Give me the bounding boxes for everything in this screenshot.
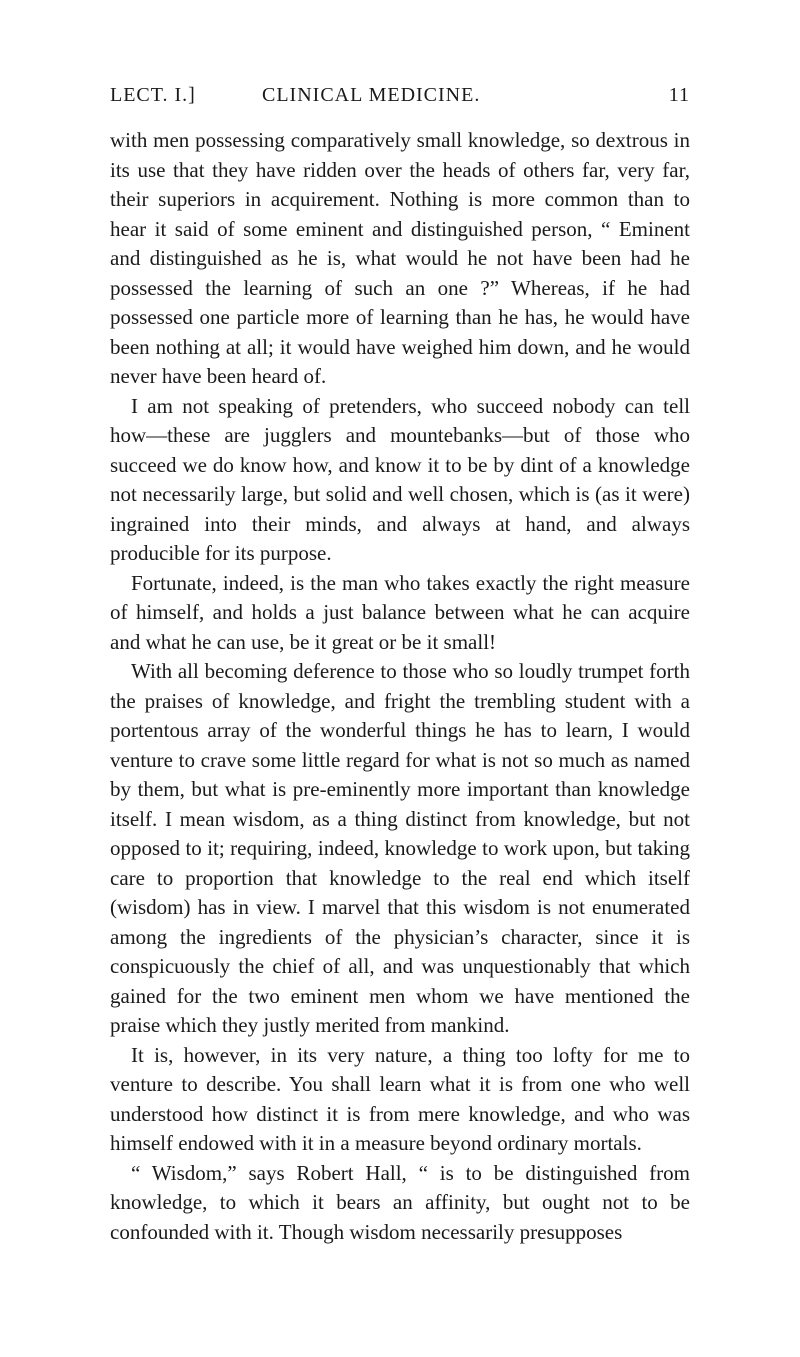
running-head xyxy=(110,84,690,124)
paragraph-wisdom: With all becoming deference to those who so loudly trumpet forth the praises of knowledge, and fright the trembling student with a portentous array of the wonderful things he has to learn, I would venture to crave some little regard for what is not so much as named by them, but what is pre-eminently more important than knowledge itself. I mean wisdom, as a thing distinct from knowledge, but not opposed to it; requiring, indeed, knowledge to work upon, but taking care to proportion that knowledge to the real end which itself (wisdom) has in view. I marvel that this wisdom is not enumerated among the ingredients of the physician’s character, since it is conspicuously the chief of all, and was unquestionably that which gained for the two eminent men whom we have mentioned the praise which they justly merited from mankind. xyxy=(110,659,690,1037)
book-title: CLINICAL MEDICINE. xyxy=(262,84,481,106)
book-page xyxy=(110,84,690,1247)
paragraph-lofty: It is, however, in its very nature, a thing too lofty for me to venture to describe. You shall learn what it is from one who well understood how distinct it is from mere knowledge, and who was himself endowed with it in a measure beyond ordinary mortals. xyxy=(110,1042,690,1155)
paragraph-pretenders: I am not speaking of pretenders, who succeed nobody can tell how—these are jugglers and mountebanks—but of those who succeed we do know how, and know it to be by dint of a knowledge not necessarily large, but solid and well chosen, which is (as it were) ingrained into their minds, and always at hand, and always producible for its purpose. xyxy=(110,393,690,565)
paragraph-fortunate: Fortunate, indeed, is the man who takes exactly the right measure of himself, and holds a just balance between what he can acquire and what he can use, be it great or be it small! xyxy=(110,570,690,654)
paragraph-continued: with men possessing comparatively small knowledge, so dextrous in its use that they have ridden over the heads of others far, very far, their superiors in acquirement. Nothing is more common than to hear it said of some eminent and distinguished person, “ Eminent and distinguished as he is, what would he not have been had he possessed the learning of such an one ?” Whereas, if he had possessed one particle more of learning than he has, he would have been nothing at all; it would have weighed him down, and he would never have been heard of. xyxy=(110,128,690,388)
paragraph-robert-hall-quote: “ Wisdom,” says Robert Hall, “ is to be distinguished from knowledge, to which it bears an affinity, but ought not to be confounded with it. Though wisdom necessarily presupposes xyxy=(110,1160,690,1244)
body-text xyxy=(110,126,690,1247)
lecture-label: LECT. I.] xyxy=(110,84,196,106)
page-number: 11 xyxy=(668,84,690,106)
